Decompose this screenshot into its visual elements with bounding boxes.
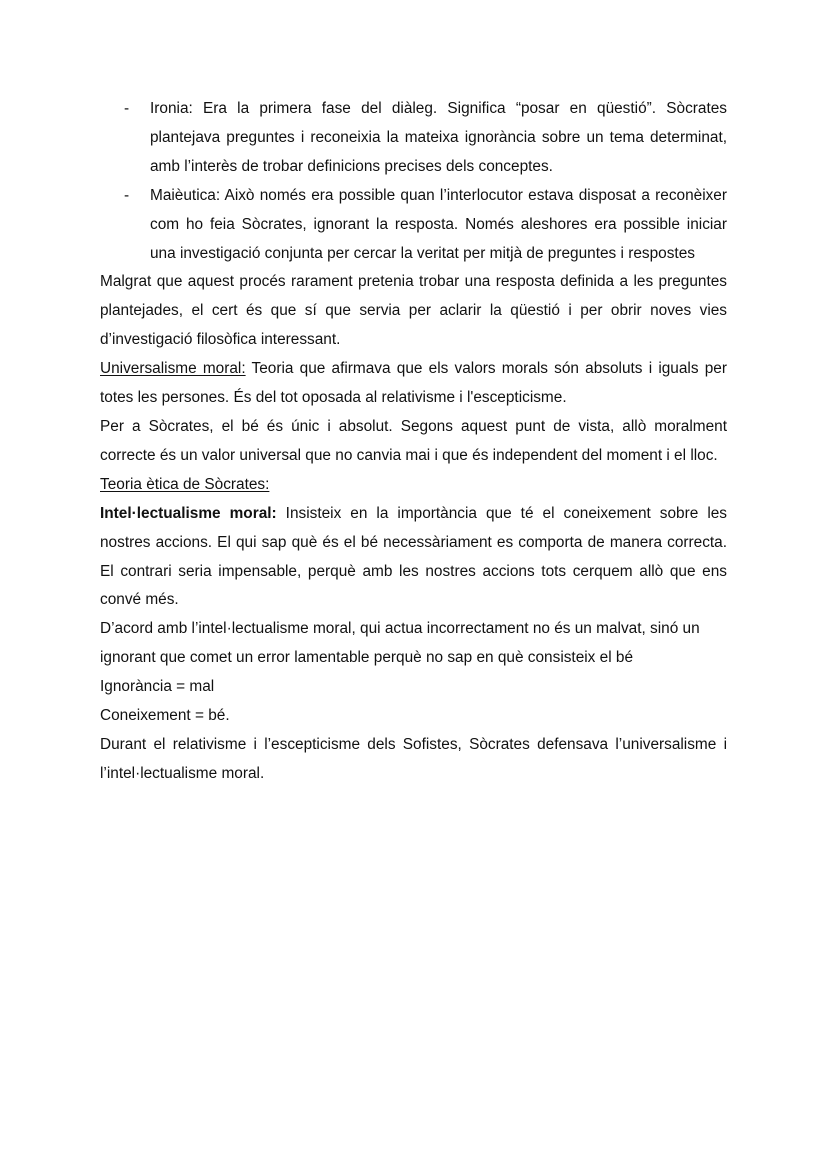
- list-item-maieutica: [100, 182, 727, 269]
- paragraph-be-absolut: Per a Sòcrates, el bé és únic i absolut. Segons aquest punt de vista, allò moralment correcte és un valor universal que no canvia mai i que és independent del moment i el lloc.: [100, 417, 727, 464]
- list-item-ironia: [100, 95, 727, 182]
- paragraph-malgrat: Malgrat que aquest procés rarament pretenia trobar una resposta definida a les preguntes plantejades, el cert és que sí que servia per aclarir la qüestió i per obrir noves vies d’investigació filosòfica interessant.: [100, 273, 727, 349]
- paragraph-intellectualisme: [100, 500, 727, 616]
- equation-ignorancia: Ignorància = mal: [100, 678, 215, 696]
- document-page: [100, 95, 727, 789]
- universalisme-text: Teoria que afirmava que els valors morals són absoluts i iguals per totes les persones. És del tot oposada al relativisme i l'escepticisme.: [100, 360, 727, 407]
- paragraph-durant: Durant el relativisme i l’escepticisme dels Sofistes, Sòcrates defensava l’universalisme i l’intel·lectualisme moral.: [100, 735, 727, 782]
- universalisme-term: Universalisme moral:: [100, 360, 246, 378]
- intellectualisme-term: Intel·lectualisme moral:: [100, 504, 277, 522]
- equation-coneixement: Coneixement = bé.: [100, 707, 230, 725]
- paragraph-acord: D’acord amb l’intel·lectualisme moral, qui actua incorrectament no és un malvat, sinó un ignorant que comet un error lamentable perquè no sap en què consisteix el bé: [100, 620, 700, 667]
- intellectualisme-text: Insisteix en la importància que té el coneixement sobre les nostres accions. El qui sap què és el bé necessàriament es comporta de manera correcta. El contrari seria impensable, perquè amb les nostres accions tots cerquem allò que ens convé més.: [100, 504, 727, 609]
- paragraph-universalisme: [100, 355, 727, 413]
- method-list: [100, 95, 727, 268]
- bullet-dash: -: [124, 186, 130, 204]
- list-item-text: Maièutica: Això només era possible quan l’interlocutor estava disposat a reconèixer com ho feia Sòcrates, ignorant la resposta. Només aleshores era possible iniciar una investigació conjunta per cercar la veritat per mitjà de preguntes i respostes: [150, 186, 727, 262]
- list-item-text: Ironia: Era la primera fase del diàleg. Significa “posar en qüestió”. Sòcrates plantejava preguntes i reconeixia la mateixa ignorància sobre un tema determinat, amb l’interès de trobar definicions precises dels conceptes.: [150, 100, 727, 175]
- section-heading-teoria: Teoria ètica de Sòcrates:: [100, 475, 270, 493]
- bullet-dash: -: [124, 100, 130, 117]
